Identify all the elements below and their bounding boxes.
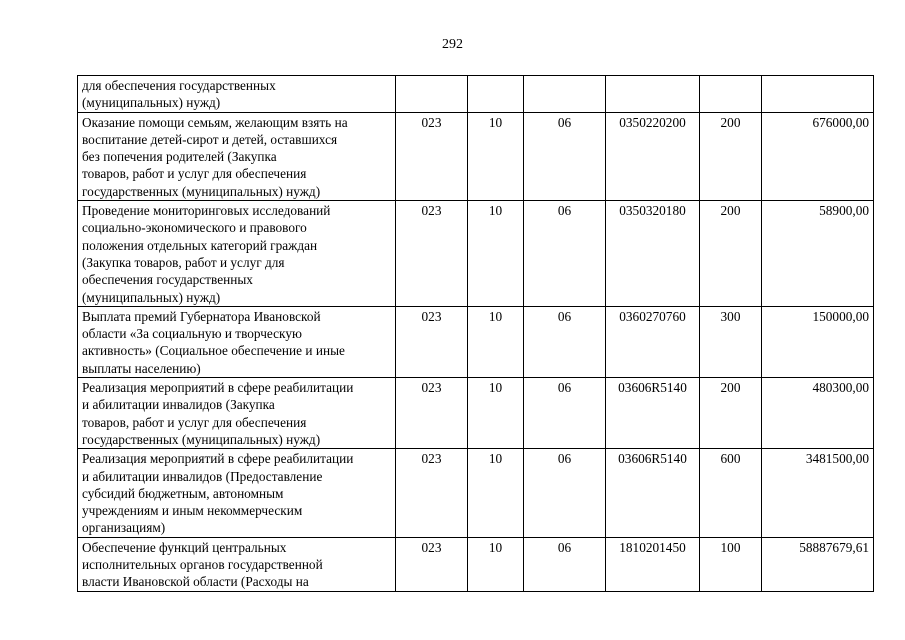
table-row: [78, 112, 874, 200]
budget-table: [77, 75, 874, 592]
expense-type-cell: 600: [700, 449, 762, 537]
description-line: социально-экономического и правового: [82, 220, 307, 236]
ministry-code-cell: 023: [396, 112, 468, 200]
page-number: 292: [442, 37, 463, 52]
ministry-code-cell: 023: [396, 306, 468, 377]
section-code-cell: 10: [468, 306, 524, 377]
table-row: [78, 76, 874, 113]
description-line: организациям): [82, 520, 166, 536]
section-code-cell: 10: [468, 537, 524, 591]
expense-type-cell: 200: [700, 201, 762, 307]
section-code-cell: 10: [468, 112, 524, 200]
description-line: и абилитации инвалидов (Закупка: [82, 397, 275, 413]
section-code-cell: 10: [468, 378, 524, 449]
target-article-cell: [606, 76, 700, 113]
description-line: Реализация мероприятий в сфере реабилитации: [82, 451, 354, 467]
description-line: (муниципальных) нужд): [82, 95, 221, 111]
target-article-cell: 1810201450: [606, 537, 700, 591]
description-line: Реализация мероприятий в сфере реабилитации: [82, 380, 354, 396]
section-code-cell: 10: [468, 201, 524, 307]
subsection-code-cell: 06: [524, 201, 606, 307]
expense-type-cell: 200: [700, 112, 762, 200]
subsection-code-cell: 06: [524, 537, 606, 591]
table-row: [78, 201, 874, 307]
description-cell: [78, 76, 396, 113]
ministry-code-cell: [396, 76, 468, 113]
subsection-code-cell: 06: [524, 306, 606, 377]
amount-cell: 58887679,61: [762, 537, 874, 591]
description-line: воспитание детей-сирот и детей, оставшихся: [82, 131, 338, 147]
description-cell: [78, 306, 396, 377]
description-line: области «За социальную и творческую: [82, 326, 302, 342]
target-article-cell: 0350220200: [606, 112, 700, 200]
description-cell: [78, 201, 396, 307]
description-line: государственных (муниципальных) нужд): [82, 431, 321, 447]
description-line: власти Ивановской области (Расходы на: [82, 574, 309, 590]
description-line: Оказание помощи семьям, желающим взять на: [82, 114, 348, 130]
description-line: (муниципальных) нужд): [82, 289, 221, 305]
amount-cell: 676000,00: [762, 112, 874, 200]
expense-type-cell: 200: [700, 378, 762, 449]
description-cell: [78, 112, 396, 200]
ministry-code-cell: 023: [396, 378, 468, 449]
ministry-code-cell: 023: [396, 201, 468, 307]
description-line: положения отдельных категорий граждан: [82, 237, 318, 253]
target-article-cell: 0350320180: [606, 201, 700, 307]
ministry-code-cell: 023: [396, 449, 468, 537]
target-article-cell: 03606R5140: [606, 449, 700, 537]
subsection-code-cell: 06: [524, 112, 606, 200]
expense-type-cell: 100: [700, 537, 762, 591]
amount-cell: 58900,00: [762, 201, 874, 307]
description-line: товаров, работ и услуг для обеспечения: [82, 414, 307, 430]
table-row: [78, 306, 874, 377]
table-row: [78, 537, 874, 591]
description-line: Проведение мониторинговых исследований: [82, 203, 331, 219]
expense-type-cell: 300: [700, 306, 762, 377]
subsection-code-cell: 06: [524, 378, 606, 449]
table-row: [78, 378, 874, 449]
description-line: без попечения родителей (Закупка: [82, 149, 277, 165]
description-line: выплаты населению): [82, 360, 201, 376]
target-article-cell: 0360270760: [606, 306, 700, 377]
subsection-code-cell: [524, 76, 606, 113]
description-line: Обеспечение функций центральных: [82, 539, 287, 555]
description-line: активность» (Социальное обеспечение и иные: [82, 343, 345, 359]
amount-cell: 150000,00: [762, 306, 874, 377]
description-cell: [78, 537, 396, 591]
section-code-cell: [468, 76, 524, 113]
section-code-cell: 10: [468, 449, 524, 537]
description-line: субсидий бюджетным, автономным: [82, 485, 284, 501]
description-line: товаров, работ и услуг для обеспечения: [82, 166, 307, 182]
description-line: обеспечения государственных: [82, 272, 253, 288]
amount-cell: 3481500,00: [762, 449, 874, 537]
description-cell: [78, 378, 396, 449]
description-line: для обеспечения государственных: [82, 78, 276, 93]
amount-cell: [762, 76, 874, 113]
description-line: (Закупка товаров, работ и услуг для: [82, 254, 285, 270]
expense-type-cell: [700, 76, 762, 113]
description-line: государственных (муниципальных) нужд): [82, 183, 321, 199]
description-line: Выплата премий Губернатора Ивановской: [82, 308, 321, 324]
target-article-cell: 03606R5140: [606, 378, 700, 449]
description-line: учреждениям и иным некоммерческим: [82, 503, 303, 519]
description-cell: [78, 449, 396, 537]
description-line: исполнительных органов государственной: [82, 557, 323, 573]
ministry-code-cell: 023: [396, 537, 468, 591]
subsection-code-cell: 06: [524, 449, 606, 537]
table-body: [78, 76, 874, 592]
description-line: и абилитации инвалидов (Предоставление: [82, 468, 323, 484]
table-row: [78, 449, 874, 537]
amount-cell: 480300,00: [762, 378, 874, 449]
